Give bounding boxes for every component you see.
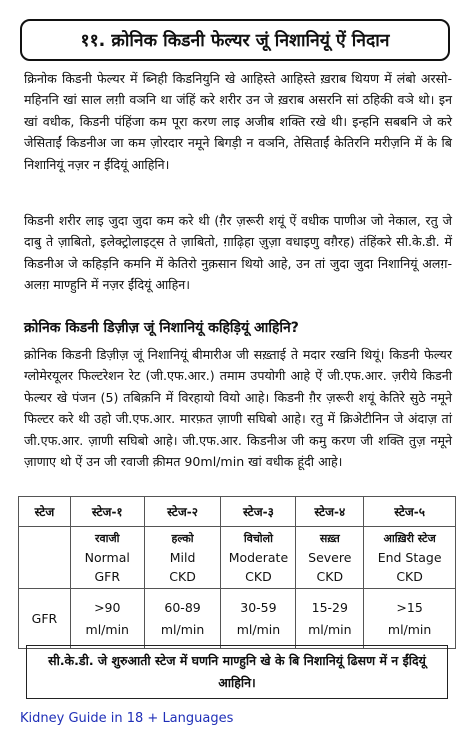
stage-5-english-1: End Stage — [377, 550, 442, 565]
stage-header-row — [19, 497, 456, 527]
stage-3-gfr-value: 30-59 — [240, 599, 277, 615]
gfr-row — [19, 589, 456, 649]
stage-2-gfr-value: 60-89 — [164, 599, 201, 615]
stage-5-gfr — [364, 589, 456, 649]
stage-5-english-2: CKD — [396, 569, 423, 584]
stage-3-name — [221, 527, 296, 589]
stage-4-gfr — [296, 589, 364, 649]
stage-4-english-2: CKD — [316, 569, 344, 584]
stage-1-sindhi: रवाजी — [95, 532, 120, 545]
stage-1-english-2: GFR — [94, 569, 121, 584]
stage-2-gfr — [144, 589, 221, 649]
page-title-text: ११. क्रोनिक किडनी फेल्यर जूं निशानियूं ऐं निदान — [80, 31, 390, 51]
stage-name-row — [19, 527, 456, 589]
stage-1-header: स्टेज-१ — [70, 497, 144, 527]
stage-5-header: स्टेज-५ — [364, 497, 456, 527]
stage-1-gfr-value: >90 — [94, 599, 121, 615]
stage-1-name — [70, 527, 144, 589]
stage-4-english-1: Severe — [308, 550, 352, 565]
page-title — [20, 19, 450, 61]
stage-2-name — [144, 527, 221, 589]
stage-3-sindhi: विचोलो — [243, 532, 273, 545]
stage-5-gfr-unit: ml/min — [387, 621, 432, 637]
intro-paragraph: क्रिनोक किडनी फेल्यर में ब्निही किडनियुनि खे आहिस्ते आहिस्ते ख़राब थियण में लंबो अरसो- महिननि खां साल लग़ी वञनि था जंहिं करे शरीर उन जे ख़राब असरनि सां ठहिकी वञे थो। इन खां वधीक, किडनी पंहिंजा कम पूरा करण लाइ अजीब शक्ति रखे थी। इन्हनि सबबनि जे करे जेसिताईं किडनीअ जा कम ज़ोरदार नमूने बिगड़ी न वञनि, तेसिताईं केतिरनि मरीज़नि में के बि निशानियूं नज़र न ईंदियूं आहिनि। — [24, 71, 452, 172]
early-stage-note: सी.के.डी. जे शुरुआती स्टेज में घणनि माण्हुनि खे के बि निशानियूं ढिसण में न ईंदियूं आहिनि। — [26, 645, 448, 699]
stage-5-gfr-value: >15 — [396, 599, 423, 615]
stage-5-sindhi: आख़िरी स्टेज — [383, 532, 436, 545]
stage-4-header: स्टेज-४ — [296, 497, 364, 527]
gfr-row-label: GFR — [19, 589, 71, 649]
ckd-stages-table — [18, 496, 456, 649]
stage-3-english-1: Moderate — [228, 550, 289, 565]
gfr-paragraph: क्रोनिक किडनी डिज़ीज़ जूं निशानियूं बीमारीअ जी सख़्ताई ते मदार रखनि थियूं। किडनी फेल्यर ग्लोमेरयूलर फिल्टरेशन रेट (जी.एफ.आर.) तमाम उपयोगी आहे ऐं जी.एफ.आर. ज़रीये किडनी फेल्यर खे पंजन (5) तबिक़नि में विरहायो वियो आहे। किडनी ग़ैर ज़रूरी शयूं केतिरे सुठे नमूने फिल्टर करे थी उहो जी.एफ.आर. मारफ़त ज़ाणी सघिबो आहे। रतु में क्रिअेटीनिन जे अंदाज़ तां जी.एफ.आर. ज़ाणी सघिबो आहे। जी.एफ.आर. किडनीअ जी कमु करण जी शक्ति तुज़ नमूने ज़ाणाए थो ऐं उन जी रवाजी क़ीमत 90ml/min खां वधीक हूंदी आहे। — [24, 347, 452, 470]
stage-3-header: स्टेज-३ — [221, 497, 296, 527]
empty-cell — [19, 527, 71, 589]
table-corner-cell: स्टेज — [19, 497, 71, 527]
stage-4-name — [296, 527, 364, 589]
stage-5-name — [364, 527, 456, 589]
stage-4-gfr-unit: ml/min — [308, 621, 352, 637]
stage-2-gfr-unit: ml/min — [160, 621, 205, 637]
stage-2-english-1: Mild — [169, 550, 196, 565]
symptoms-heading: क्रोनिक किडनी डिज़ीज़ जूं निशानियूं कहिड़ियूं आहिनि? — [24, 320, 299, 336]
stage-4-gfr-value: 15-29 — [311, 599, 348, 615]
stage-2-sindhi: हल्को — [171, 532, 194, 545]
stage-2-english-2: CKD — [169, 569, 196, 584]
stage-1-english-1: Normal — [84, 550, 130, 565]
kidney-functions-paragraph: किडनी शरीर लाइ जुदा जुदा कम करे थी (ग़ैर ज़रूरी शयूं ऐं वधीक पाणीअ जो नेकाल, रतु जे दाबु ते ज़ाबितो, इलेक्ट्रोलाइट्स ते ज़ाबितो, ग़ाढ़िहा ज़ुज़ा वधाइणु वग़ैरह) तंहिंकरे सी.के.डी. में किडनीअ जे कहिड़नि कमनि में केतिरो नुक़सान थियो आहे, उन तां जुदा जुदा निशानियूं अलग़-अलग़ माण्हुनि में नज़र ईंदियूं आहिन। — [24, 213, 452, 293]
stage-3-english-2: CKD — [245, 569, 272, 584]
stage-1-gfr-unit: ml/min — [85, 621, 129, 637]
stage-1-gfr — [70, 589, 144, 649]
stage-2-header: स्टेज-२ — [144, 497, 221, 527]
footer-caption: Kidney Guide in 18 + Languages — [20, 711, 234, 726]
stage-4-sindhi: सख़्त — [319, 532, 340, 545]
stage-3-gfr-unit: ml/min — [236, 621, 281, 637]
stage-3-gfr — [221, 589, 296, 649]
